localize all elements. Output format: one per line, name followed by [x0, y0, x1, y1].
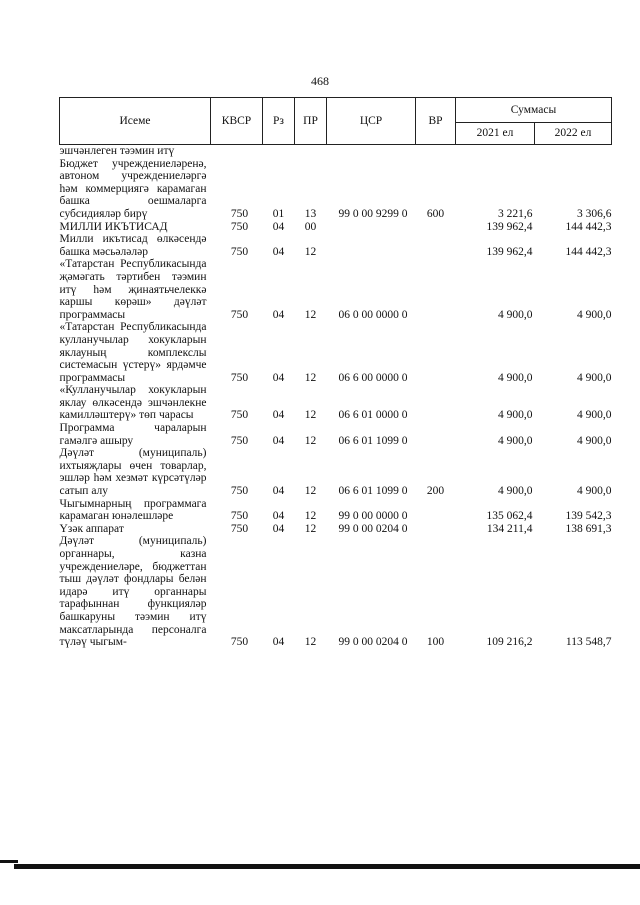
table-header	[60, 98, 612, 145]
row-csr: 99 0 00 9299 0	[338, 207, 408, 220]
row-sum-2021	[456, 145, 535, 158]
row-csr	[327, 145, 416, 158]
row-name: Дәүләт (муниципаль) ихтыяҗлары өчен товарлар, эшләр һәм хезмәт күрсәтүләр сатып алу	[59, 447, 207, 498]
header-pr: ПР	[295, 98, 327, 145]
row-csr: 99 0 00 0204 0	[338, 522, 408, 535]
row-sum-2021: 139 962,4	[486, 245, 533, 258]
row-rz: 04	[272, 485, 285, 498]
page-number: 468	[311, 74, 329, 88]
row-kvsr: 750	[230, 308, 249, 321]
row-csr: 06 0 00 0000 0	[338, 308, 408, 321]
header-year-2022: 2022 ел	[535, 123, 612, 145]
row-name: Программа чараларын гамәлгә ашыру	[59, 422, 207, 447]
row-sum-2022	[535, 145, 612, 158]
row-sum-2022: 144 442,3	[565, 245, 612, 258]
table-row	[60, 422, 612, 447]
row-csr: 06 6 01 0000 0	[338, 409, 408, 422]
row-sum-2022: 4 900,0	[577, 308, 612, 321]
row-kvsr: 750	[230, 636, 249, 649]
row-name: «Татарстан Республикасында җәмәгать тәртибен тәэмин итү һәм җинаятьчелеккә каршы көрәш» дәүләт программасы	[59, 258, 207, 321]
header-year-2021: 2021 ел	[456, 123, 535, 145]
row-sum-2021: 4 900,0	[498, 409, 533, 422]
row-kvsr: 750	[230, 207, 249, 220]
row-csr: 06 6 01 1099 0	[338, 434, 408, 447]
row-name: «Татарстан Республикасында кулланучылар хокукларын яклауның комплекслы системасын үстерү» ярдәмче программасы	[59, 321, 207, 384]
row-kvsr: 750	[230, 434, 249, 447]
row-rz: 04	[272, 308, 285, 321]
row-pr: 12	[304, 371, 317, 384]
row-vr	[416, 233, 456, 258]
row-rz: 04	[272, 636, 285, 649]
row-rz: 04	[272, 220, 285, 233]
row-kvsr: 750	[230, 220, 249, 233]
row-vr: 600	[426, 207, 445, 220]
row-kvsr: 750	[230, 245, 249, 258]
row-name: МИЛЛИ ИКЪТИСАД	[59, 220, 168, 233]
table-row	[60, 158, 612, 221]
row-pr: 12	[304, 522, 317, 535]
row-vr	[416, 384, 456, 422]
table-row	[60, 258, 612, 321]
row-pr: 12	[304, 409, 317, 422]
row-rz: 04	[272, 510, 285, 523]
header-csr: ЦСР	[327, 98, 416, 145]
table-row	[60, 523, 612, 536]
row-rz	[263, 145, 295, 158]
budget-table	[59, 97, 612, 649]
row-pr: 12	[304, 636, 317, 649]
table-row	[60, 535, 612, 648]
header-vr: ВР	[416, 98, 456, 145]
row-sum-2021: 134 211,4	[486, 522, 533, 535]
row-kvsr	[211, 145, 263, 158]
row-vr	[416, 258, 456, 321]
table-row	[60, 498, 612, 523]
row-vr: 100	[426, 636, 445, 649]
row-pr: 13	[304, 207, 317, 220]
row-name: эшчәнлеген тәэмин итү	[59, 145, 175, 157]
row-vr	[416, 422, 456, 447]
table-row	[60, 321, 612, 384]
row-vr	[416, 321, 456, 384]
row-pr	[295, 145, 327, 158]
row-kvsr: 750	[230, 510, 249, 523]
row-sum-2022: 4 900,0	[577, 371, 612, 384]
row-pr: 12	[304, 485, 317, 498]
table-row	[60, 233, 612, 258]
row-sum-2021: 135 062,4	[486, 510, 533, 523]
bottom-edge-rule	[14, 864, 640, 869]
row-sum-2021: 139 962,4	[486, 220, 533, 233]
row-vr	[416, 145, 456, 158]
table-row	[60, 447, 612, 497]
row-csr: 99 0 00 0204 0	[338, 636, 408, 649]
row-csr: 99 0 00 0000 0	[338, 510, 408, 523]
row-sum-2021: 4 900,0	[498, 434, 533, 447]
row-sum-2022: 139 542,3	[565, 510, 612, 523]
row-name: «Кулланучылар хокукларын яклау өлкәсендә эшчәнлекне камилләштерү» төп чарасы	[59, 384, 207, 422]
row-rz: 04	[272, 245, 285, 258]
row-rz: 01	[272, 207, 285, 220]
table-row	[60, 221, 612, 234]
bottom-edge-mark	[0, 860, 18, 863]
row-kvsr: 750	[230, 409, 249, 422]
row-rz: 04	[272, 409, 285, 422]
row-kvsr: 750	[230, 485, 249, 498]
row-pr: 12	[304, 245, 317, 258]
header-name: Исеме	[60, 98, 211, 145]
row-sum-2022: 113 548,7	[565, 636, 612, 649]
row-sum-2021: 4 900,0	[498, 485, 533, 498]
row-csr	[327, 221, 416, 234]
row-sum-2021: 4 900,0	[498, 308, 533, 321]
row-rz: 04	[272, 434, 285, 447]
row-sum-2022: 4 900,0	[577, 485, 612, 498]
row-sum-2021: 109 216,2	[486, 636, 533, 649]
row-kvsr: 750	[230, 371, 249, 384]
row-name: Бюджет учреждениеләренә, автоном учреждениеләргә һәм коммерциягә карамаган башка оешмаларга субсидияләр бирү	[59, 157, 207, 220]
row-vr	[416, 498, 456, 523]
row-sum-2022: 144 442,3	[565, 220, 612, 233]
row-csr: 06 6 00 0000 0	[338, 371, 408, 384]
table-body	[60, 145, 612, 649]
row-pr: 12	[304, 434, 317, 447]
header-kvsr: КВСР	[211, 98, 263, 145]
row-rz: 04	[272, 522, 285, 535]
row-csr	[327, 233, 416, 258]
row-pr: 12	[304, 308, 317, 321]
row-pr: 12	[304, 510, 317, 523]
row-name: Дәүләт (муниципаль) органнары, казна учреждениеләре, бюджеттан тыш дәүләт фондлары белән идарә итү органнары тарафыннан функцияләр башкаруны тәэмин итү максатларында персоналга түләү чыгым-	[59, 535, 207, 649]
header-rz: Рз	[263, 98, 295, 145]
row-sum-2022: 4 900,0	[577, 434, 612, 447]
row-name: Үзәк аппарат	[59, 522, 124, 535]
row-name: Милли икътисад өлкәсендә башка мәсьәләләр	[59, 233, 207, 258]
row-pr: 00	[304, 220, 317, 233]
row-vr: 200	[426, 485, 445, 498]
row-sum-2022: 4 900,0	[577, 409, 612, 422]
table-row	[60, 384, 612, 422]
row-name: Чыгымнарның программага карамаган юнәлешләре	[59, 497, 207, 523]
row-rz: 04	[272, 371, 285, 384]
row-sum-2022: 138 691,3	[565, 522, 612, 535]
row-csr: 06 6 01 1099 0	[338, 485, 408, 498]
row-vr	[416, 523, 456, 536]
row-sum-2021: 3 221,6	[498, 207, 533, 220]
header-sums: Суммасы	[456, 98, 612, 123]
row-sum-2021: 4 900,0	[498, 371, 533, 384]
row-vr	[416, 221, 456, 234]
table-row	[60, 145, 612, 158]
row-kvsr: 750	[230, 522, 249, 535]
row-sum-2022: 3 306,6	[577, 207, 612, 220]
